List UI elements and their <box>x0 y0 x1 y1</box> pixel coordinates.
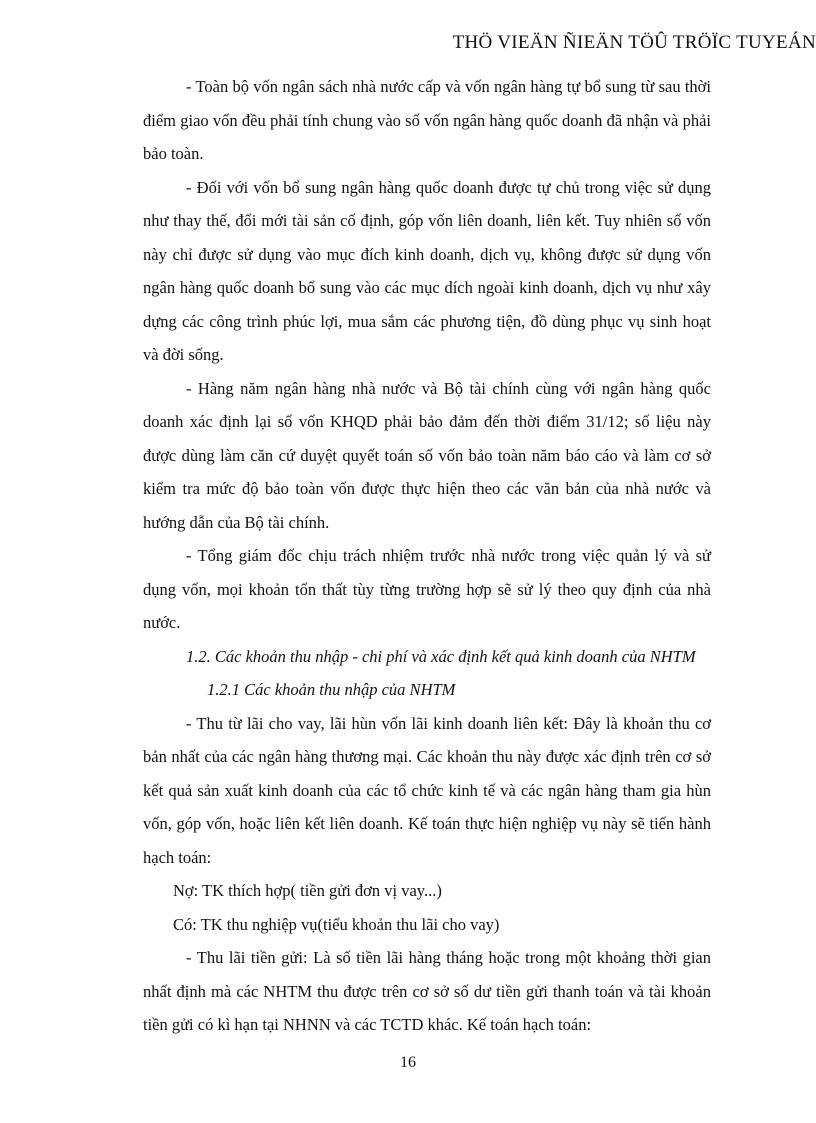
paragraph: - Thu từ lãi cho vay, lãi hùn vốn lãi kinh doanh liên kết: Đây là khoản thu cơ bản nhất của các ngân hàng thương mại. Các khoản thu này được xác định trên cơ sở kết quả sản xuất kinh doanh của các tổ chức kinh tế và các ngân hàng tham gia hùn vốn, góp vốn, hoặc liên kết liên doanh. Kế toán thực hiện nghiệp vụ này sẽ tiến hành hạch toán: <box>143 713 711 867</box>
debit-entry: Nợ: TK thích hợp( tiền gửi đơn vị vay...) <box>173 881 442 900</box>
page-header: THÖ VIEÄN ÑIEÄN TÖÛ TRÖÏC TUYEÁN <box>452 32 816 53</box>
paragraph: - Toàn bộ vốn ngân sách nhà nước cấp và vốn ngân hàng tự bổ sung từ sau thời điểm giao vốn đều phải tính chung vào số vốn ngân hàng quốc doanh đã nhận và phải bảo toàn. <box>143 77 711 163</box>
document-body <box>143 70 711 1042</box>
section-heading: 1.2. Các khoản thu nhập - chi phí và xác định kết quả kinh doanh của NHTM <box>186 646 696 666</box>
page-number: 16 <box>400 1054 416 1071</box>
paragraph: - Hàng năm ngân hàng nhà nước và Bộ tài chính cùng với ngân hàng quốc doanh xác định lại số vốn KHQD phải bảo đảm đến thời điểm 31/12; số liệu này được dùng làm căn cứ duyệt quyết toán số vốn bảo toàn năm báo cáo và làm cơ sở kiểm tra mức độ bảo toàn vốn được thực hiện theo các văn bản của nhà nước và hướng dẫn của Bộ tài chính. <box>143 378 711 532</box>
credit-entry: Có: TK thu nghiệp vụ(tiểu khoản thu lãi cho vay) <box>173 914 500 934</box>
paragraph: - Đối với vốn bổ sung ngân hàng quốc doanh được tự chủ trong việc sử dụng như thay thế, đổi mới tài sản cố định, góp vốn liên doanh, liên kết. Tuy nhiên số vốn này chỉ được sử dụng vào mục đích kinh doanh, dịch vụ, không được sử dụng vốn ngân hàng quốc doanh bổ sung vào các mục dích ngoài kinh doanh, dịch vụ như xây dựng các công trình phúc lợi, mua sắm các phương tiện, đồ dùng phục vụ sinh hoạt và đời sống. <box>143 177 711 364</box>
paragraph: - Thu lãi tiền gửi: Là số tiền lãi hàng tháng hoặc trong một khoảng thời gian nhất định mà các NHTM thu được trên cơ sở số dư tiền gửi thanh toán và tài khoản tiền gửi có kì hạn tại NHNN và các TCTD khác. Kế toán hạch toán: <box>143 948 711 1034</box>
paragraph: - Tổng giám đốc chịu trách nhiệm trước nhà nước trong việc quản lý và sử dụng vốn, mọi khoản tổn thất tùy từng trường hợp sẽ sử lý theo quy định của nhà nước. <box>143 546 711 632</box>
subsection-heading: 1.2.1 Các khoản thu nhập của NHTM <box>207 680 456 699</box>
